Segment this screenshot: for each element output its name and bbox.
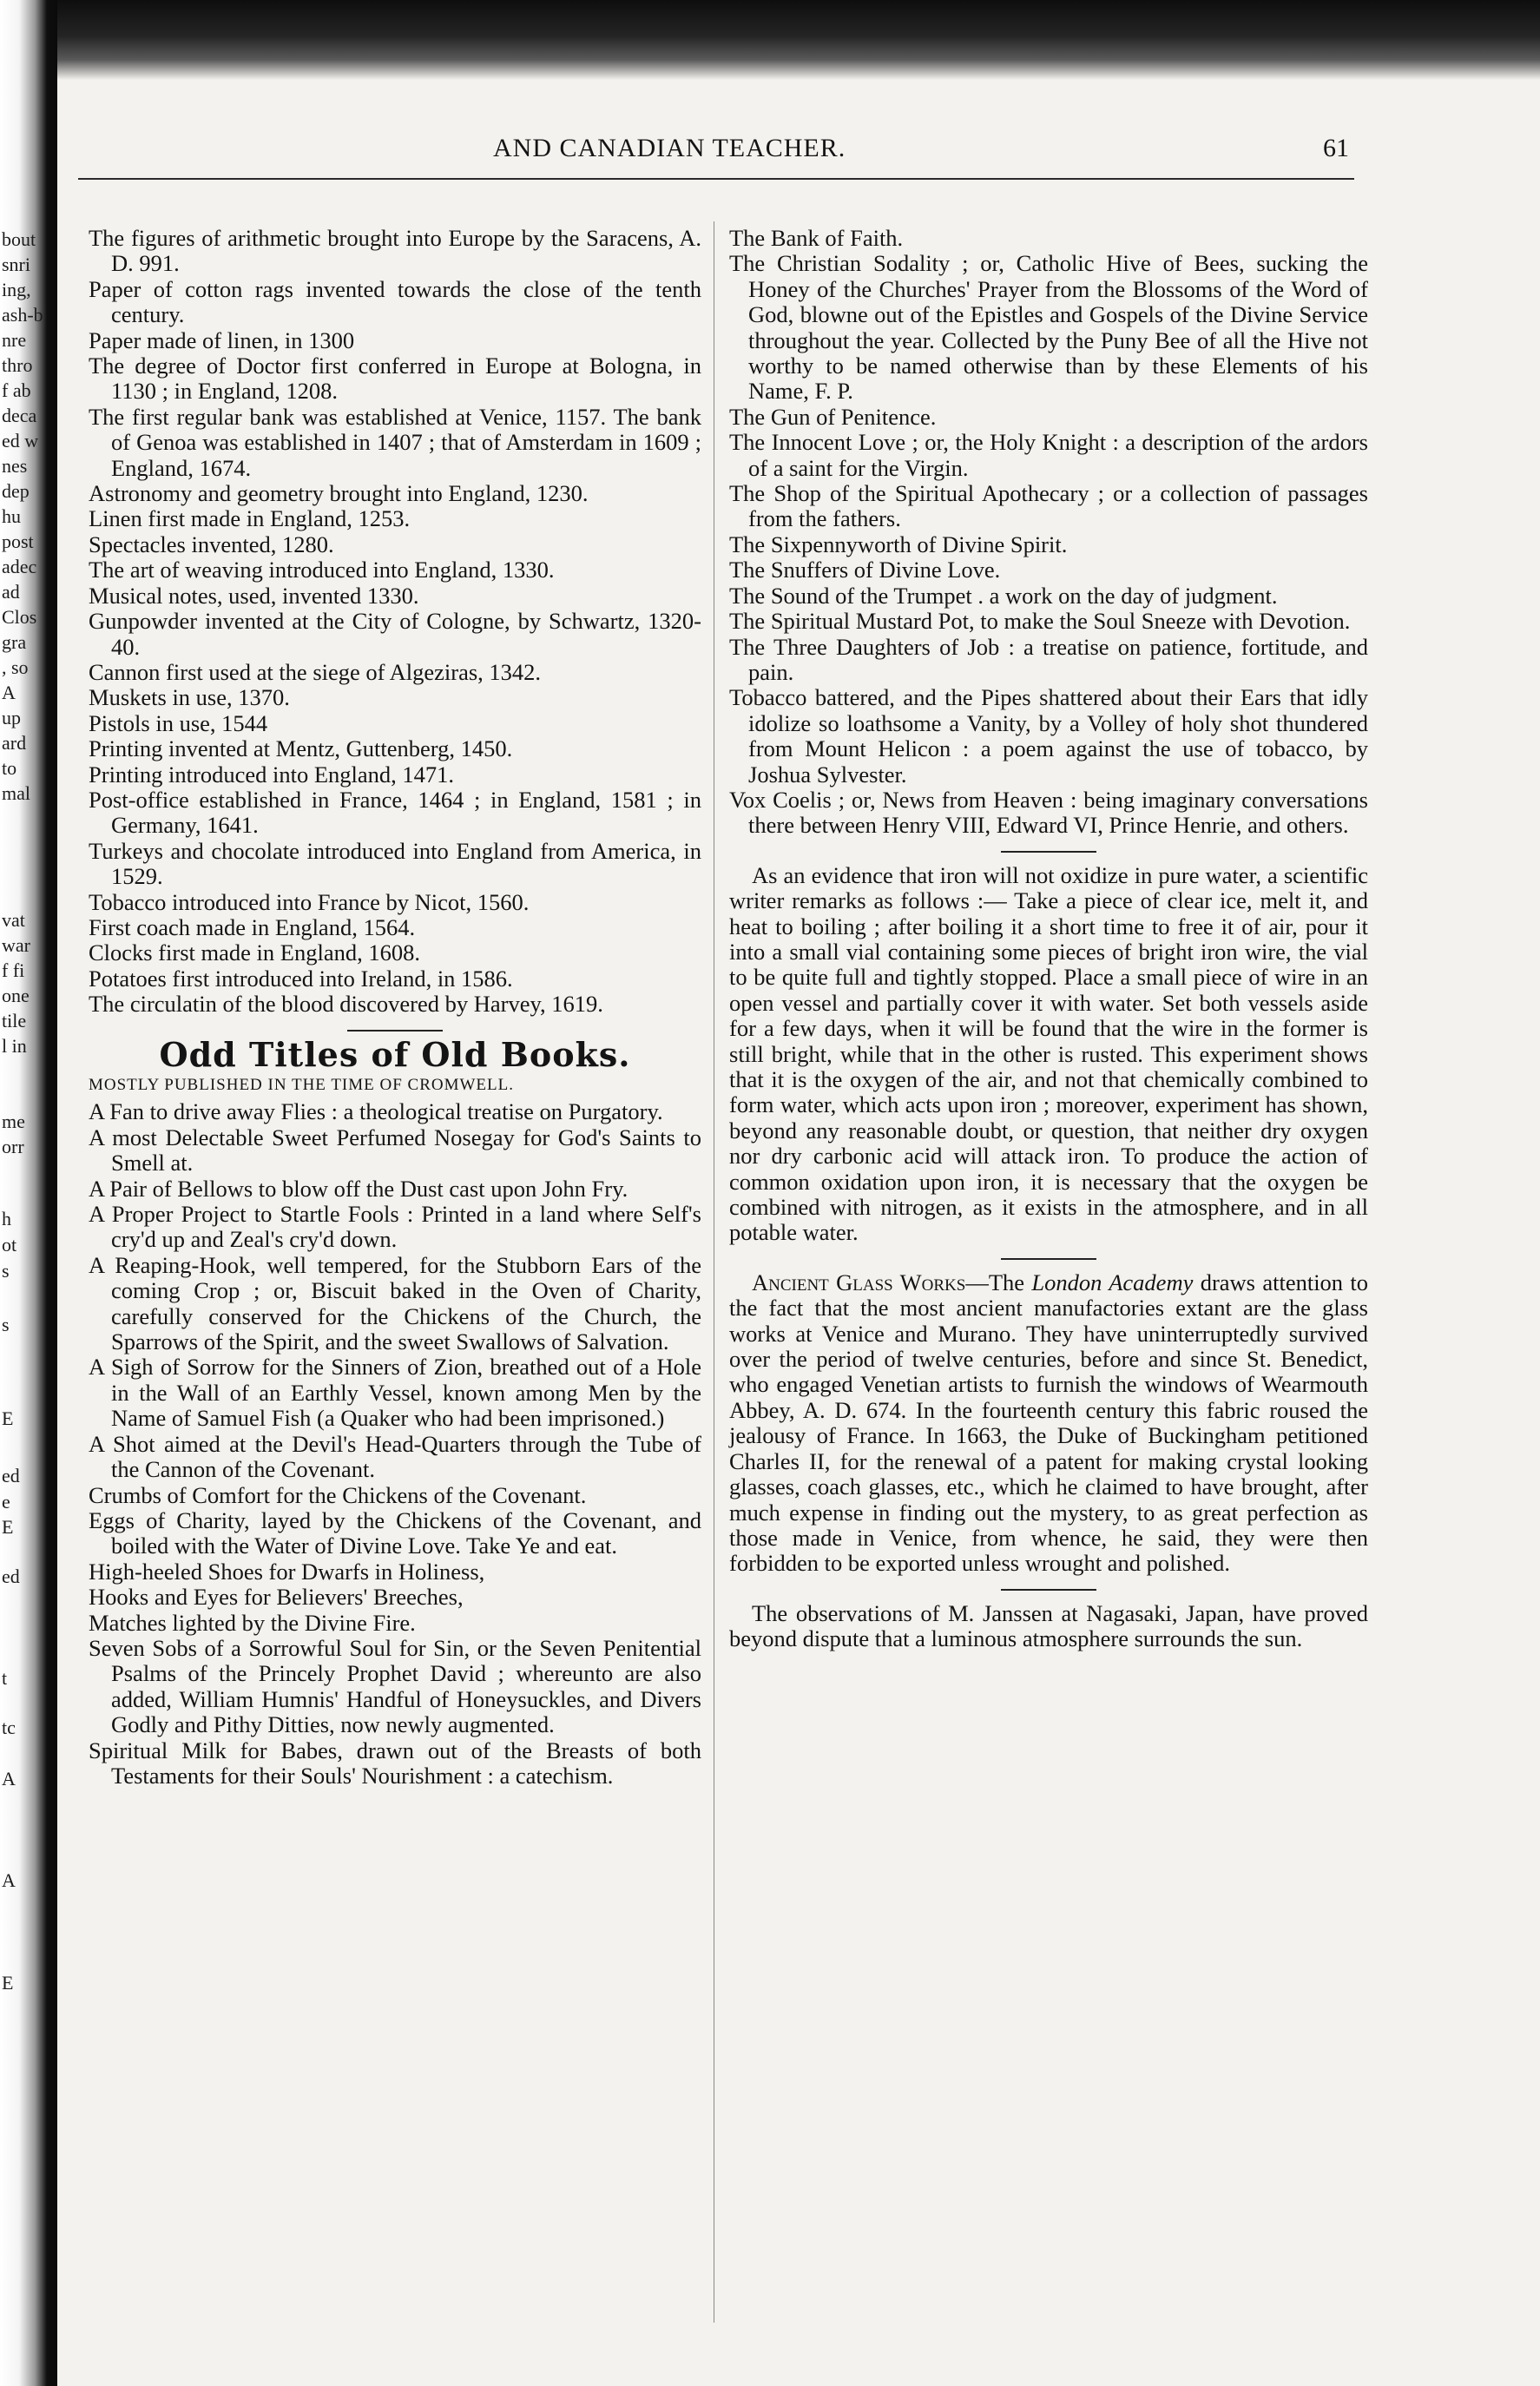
chronology-entry: Printing invented at Mentz, Guttenberg, 1450.	[89, 735, 513, 762]
margin-fragment: tc	[2, 1717, 16, 1738]
scan-dark-top-edge	[0, 0, 1540, 80]
book-title-entry: The Snuffers of Divine Love.	[729, 557, 1001, 583]
book-title-entry: A Pair of Bellows to blow off the Dust cast upon John Fry.	[89, 1175, 629, 1202]
margin-fragment: ed	[2, 1565, 20, 1587]
book-title-entry: The Christian Sodality ; or, Catholic Hive of Bees, sucking the Honey of the Churches' Prayer from the Blossoms of the Word of God, blowne out of the Epistles and Gospels of the Divine Service throughout the year. Collected by the Puny Bee of all the Hive not worthy to be named otherwise than by these Elements of his Name, F. P.	[729, 250, 1368, 405]
book-title-entry: Eggs of Charity, layed by the Chickens of the Covenant, and boiled with the Water of Divine Love. Take Ye and eat.	[89, 1506, 701, 1559]
chronology-entry: The figures of arithmetic brought into Europe by the Saracens, A. D. 991.	[89, 225, 701, 277]
margin-fragment: E	[2, 1972, 14, 1994]
margin-fragment: one	[2, 985, 30, 1006]
chronology-entry: Clocks first made in England, 1608.	[89, 939, 420, 966]
section-divider	[347, 1030, 443, 1032]
margin-fragment: bout	[2, 228, 36, 250]
iron-paragraph: As an evidence that iron will not oxidize in pure water, a scientific writer remarks as follows :— Take a piece of clear ice, melt it, and heat to boiling ; after boiling it a short time to free it of air, pour it into a small vial containing some pieces of bright iron wire, the vial to be quite full and tightly stopped. Place a small piece of wire in an open vessel and partially cover it with water. Set both vessels aside for a few days, when it will be found that the wire in the former is still bright, while that in the other is rusted. This experiment shows that it is the oxygen of the air, and not that chemically combined to form water, which acts upon iron ; moreover, experiment has shown, beyond any reasonable doubt, or question, that neither dry oxygen nor dry carbonic acid will attack iron. To produce the action of common oxidation upon iron, it is necessary that the oxygen be combined with nitrogen, as it exists in the atmosphere, and in all potable water.	[729, 861, 1368, 1246]
margin-fragment: Clos	[2, 606, 37, 628]
book-title-entry: The Spiritual Mustard Pot, to make the Soul Sneeze with Devotion.	[729, 608, 1351, 635]
chronology-entry: Paper made of linen, in 1300	[89, 326, 355, 353]
book-title-entry: Vox Coelis ; or, News from Heaven : being imaginary conversations there between Henry VIII, Edward VI, Prince Henrie, and others.	[729, 786, 1368, 839]
section-divider	[1001, 1258, 1096, 1260]
book-title-entry: A Reaping-Hook, well tempered, for the Stubborn Ears of the coming Crop ; or, Biscuit baked in the Oven of Charity, carefully conserved for the Chickens of the Church, the Sparrows of the Spirit, and the sweet Swallows of Salvation.	[89, 1251, 701, 1355]
book-title-entry: The Gun of Penitence.	[729, 403, 937, 430]
chronology-entry: The first regular bank was established at Venice, 1157. The bank of Genoa was established in 1407 ; that of Amsterdam in 1609 ; England, 1674.	[89, 403, 701, 481]
chronology-list	[89, 226, 701, 1018]
margin-fragment: to	[2, 757, 17, 779]
margin-fragment: ad	[2, 581, 20, 603]
chronology-entry: Paper of cotton rags invented towards the close of the tenth century.	[89, 275, 701, 328]
chronology-entry: Astronomy and geometry brought into England, 1230.	[89, 480, 589, 507]
margin-fragment: E	[2, 1516, 14, 1538]
margin-fragment: nre	[2, 329, 27, 351]
chronology-entry: Printing introduced into England, 1471.	[89, 761, 455, 788]
book-title-entry: The Shop of the Spiritual Apothecary ; or a collection of passages from the fathers.	[729, 480, 1368, 532]
book-title-entry: Hooks and Eyes for Believers' Breeches,	[89, 1584, 464, 1611]
book-title-entry: Matches lighted by the Divine Fire.	[89, 1609, 416, 1636]
margin-fragment: up	[2, 707, 21, 728]
margin-fragment: l in	[2, 1035, 27, 1057]
section-divider	[1001, 851, 1096, 853]
margin-fragment: f ab	[2, 379, 31, 401]
margin-fragment: s	[2, 1314, 10, 1335]
odd-titles-list	[89, 1099, 701, 1789]
chronology-entry: Gunpowder invented at the City of Cologne, by Schwartz, 1320-40.	[89, 608, 701, 660]
book-title-entry: The Three Daughters of Job : a treatise on patience, fortitude, and pain.	[729, 633, 1368, 685]
glass-body: draws attention to the fact that the most ancient manufactories extant are the glass works at Venice and Murano. They have uninterruptedly survived over the period of twelve centuries, before and since St. Benedict, who engaged Venetian artists to furnish the windows of Wearmouth Abbey, A. D. 674. In the fourteenth century this fabric roused the jealousy of France. In 1663, the Duke of Buckingham petitioned Charles II, for the renewal of a patent for making crystal looking glasses, coach glasses, etc., which he claimed to have brought, after much expense in finding out the mystery, to as great perfection as those made in Venice, from whence, he said, they were then forbidden to be exported unless wrought and polished.	[729, 1269, 1369, 1577]
margin-fragment: ash-b	[2, 304, 43, 326]
glass-dash: —The	[965, 1269, 1032, 1295]
margin-fragment: s	[2, 1260, 10, 1282]
book-title-entry: The Sound of the Trumpet . a work on the day of judgment.	[729, 582, 1278, 609]
odd-titles-continued-list	[729, 226, 1368, 839]
margin-fragment: A	[2, 1768, 16, 1790]
margin-fragment: post	[2, 531, 34, 552]
margin-fragment: orr	[2, 1136, 24, 1157]
margin-fragment: snri	[2, 254, 30, 275]
glass-journal: London Academy	[1031, 1269, 1194, 1295]
book-title-entry: A most Delectable Sweet Perfumed Nosegay for God's Saints to Smell at.	[89, 1124, 701, 1177]
chronology-entry: The degree of Doctor first conferred in Europe at Bologna, in 1130 ; in England, 1208.	[89, 353, 701, 405]
header-rule	[78, 178, 1354, 180]
margin-fragment: ot	[2, 1234, 17, 1256]
chronology-entry: The art of weaving introduced into England, 1330.	[89, 557, 555, 583]
book-title-entry: A Sigh of Sorrow for the Sinners of Zion, breathed out of a Hole in the Wall of an Earthly Vessel, known among Men by the Name of Samuel Fish (a Quaker who had been imprisoned.)	[89, 1354, 701, 1432]
page-header	[0, 130, 1540, 168]
margin-fragment: ed	[2, 1465, 20, 1486]
margin-fragment: adec	[2, 556, 37, 577]
margin-fragment: vat	[2, 909, 25, 931]
chronology-entry: Spectacles invented, 1280.	[89, 531, 334, 557]
margin-fragment: me	[2, 1111, 25, 1132]
section-subtitle: MOSTLY PUBLISHED IN THE TIME OF CROMWELL.	[89, 1076, 514, 1094]
chronology-entry: Tobacco introduced into France by Nicot, 1560.	[89, 888, 530, 915]
page-number: 61	[1323, 134, 1349, 162]
margin-fragment: ing,	[2, 279, 31, 300]
margin-fragment: , so	[2, 656, 29, 678]
glass-paragraph	[729, 1270, 1368, 1577]
margin-fragment: ard	[2, 732, 27, 754]
margin-fragment: hu	[2, 505, 21, 527]
chronology-entry: The circulatin of the blood discovered by Harvey, 1619.	[89, 991, 603, 1018]
book-title-entry: High-heeled Shoes for Dwarfs in Holiness,	[89, 1558, 485, 1585]
chronology-entry: Linen first made in England, 1253.	[89, 505, 411, 532]
margin-fragment: tile	[2, 1010, 27, 1032]
margin-fragment: A	[2, 682, 16, 703]
margin-fragment: f fi	[2, 959, 25, 981]
section-title: Odd Titles of Old Books.	[159, 1034, 631, 1074]
margin-fragment: ed w	[2, 430, 39, 451]
chronology-entry: Musical notes, used, invented 1330.	[89, 582, 419, 609]
chronology-entry: Pistols in use, 1544	[89, 709, 268, 736]
chronology-entry: First coach made in England, 1564.	[89, 913, 416, 940]
book-title-entry: Crumbs of Comfort for the Chickens of the Covenant.	[89, 1481, 587, 1508]
book-title-entry: A Shot aimed at the Devil's Head-Quarters through the Tube of the Cannon of the Covenant.	[89, 1430, 701, 1483]
margin-fragment: E	[2, 1407, 14, 1429]
book-title-entry: Seven Sobs of a Sorrowful Soul for Sin, or the Seven Penitential Psalms of the Princely Prophet David ; whereunto are also added, William Humnis' Handful of Honeysuckles, and Divers Godly and Pithy Ditties, now newly augmented.	[89, 1634, 701, 1738]
running-head: AND CANADIAN TEACHER.	[493, 134, 846, 162]
chronology-entry: Muskets in use, 1370.	[89, 684, 290, 711]
book-title-entry: Spiritual Milk for Babes, drawn out of the Breasts of both Testaments for their Souls' Nourishment : a catechism.	[89, 1737, 701, 1789]
margin-fragment: war	[2, 934, 30, 956]
book-title-entry: A Fan to drive away Flies : a theological treatise on Purgatory.	[89, 1098, 663, 1125]
right-column	[729, 226, 1368, 1652]
margin-fragment: nes	[2, 455, 28, 477]
margin-fragment: h	[2, 1208, 11, 1229]
book-title-entry: The Bank of Faith.	[729, 225, 904, 251]
chronology-entry: Turkeys and chocolate introduced into England from America, in 1529.	[89, 837, 701, 890]
left-column	[89, 226, 701, 1789]
book-title-entry: The Innocent Love ; or, the Holy Knight : a description of the ardors of a saint for the Virgin.	[729, 429, 1368, 481]
janssen-paragraph: The observations of M. Janssen at Nagasaki, Japan, have proved beyond dispute that a luminous atmosphere surrounds the sun.	[729, 1599, 1368, 1652]
margin-fragment: A	[2, 1869, 16, 1891]
margin-fragment: thro	[2, 354, 33, 376]
section-divider	[1001, 1589, 1096, 1591]
margin-fragment: e	[2, 1491, 10, 1513]
book-title-entry: A Proper Project to Startle Fools : Printed in a land where Self's cry'd up and Zeal's cry'd down.	[89, 1201, 701, 1253]
chronology-entry: Potatoes first introduced into Ireland, in 1586.	[89, 965, 513, 992]
chronology-entry: Cannon first used at the siege of Algeziras, 1342.	[89, 658, 542, 685]
book-title-entry: The Sixpennyworth of Divine Spirit.	[729, 531, 1068, 557]
glass-lead: Ancient Glass Works	[752, 1269, 966, 1295]
book-title-entry: Tobacco battered, and the Pipes shattered about their Ears that idly idolize so loathsome a Vanity, by a Volley of holy shot thundered from Mount Helicon : a poem against the use of tobacco, by Joshua Sylvester.	[729, 684, 1368, 788]
margin-fragment: t	[2, 1667, 8, 1689]
chronology-entry: Post-office established in France, 1464 ; in England, 1581 ; in Germany, 1641.	[89, 786, 701, 839]
margin-fragment: gra	[2, 631, 27, 653]
margin-fragment: dep	[2, 480, 30, 502]
margin-fragment: deca	[2, 405, 37, 426]
margin-fragment: mal	[2, 782, 30, 804]
